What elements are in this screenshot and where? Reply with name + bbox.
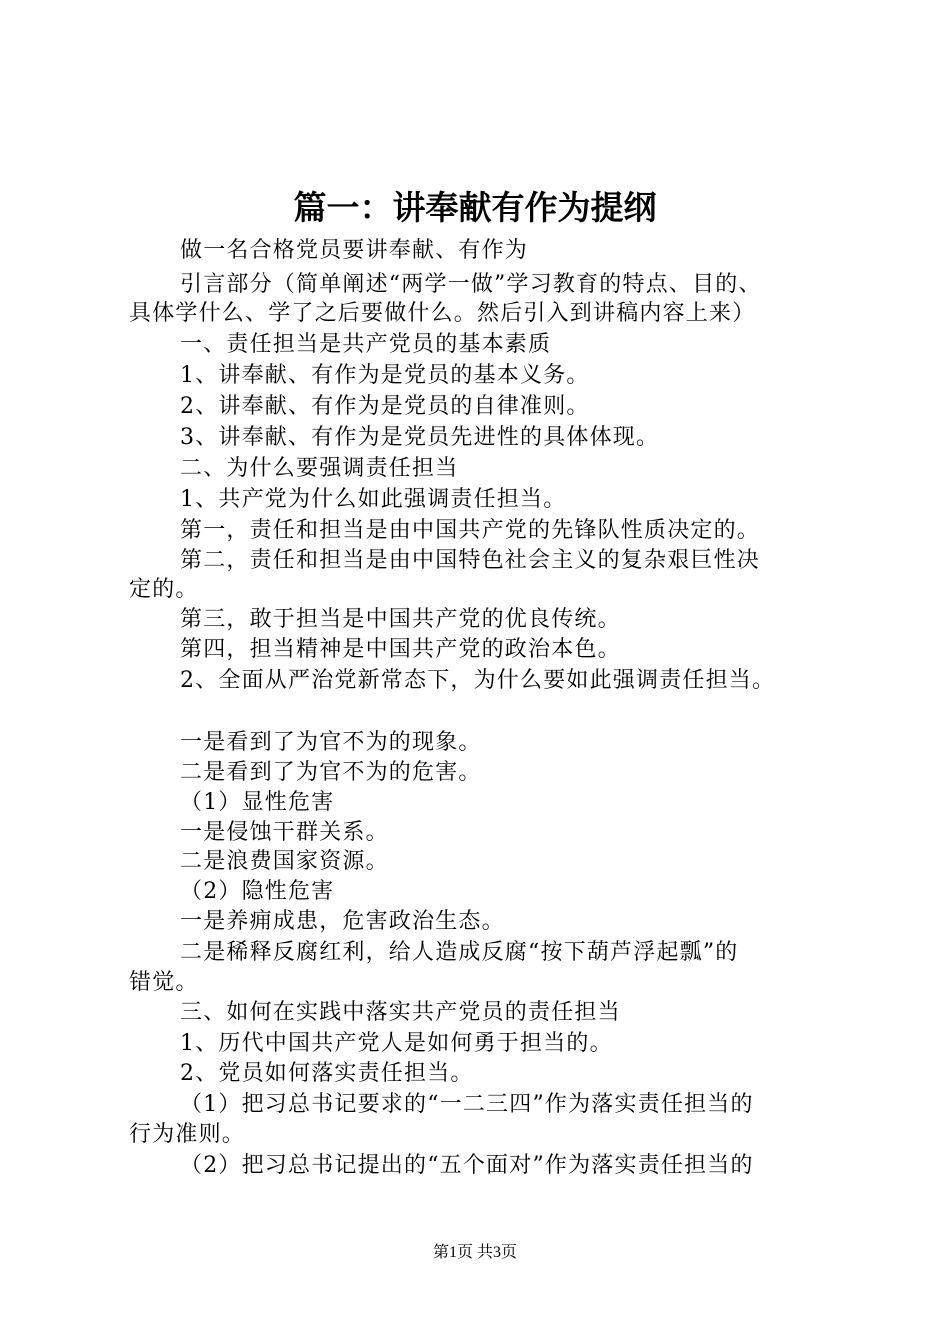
section-heading: 二、为什么要强调责任担当	[180, 456, 459, 481]
section-heading: 一、责任担当是共产党员的基本素质	[180, 332, 552, 357]
body-line: 一是养痈成患，危害政治生态。	[180, 909, 505, 934]
body-line: 一是侵蚀干群关系。	[180, 820, 389, 845]
body-line: 定的。	[129, 577, 199, 602]
body-line: 第三，敢于担当是中国共产党的优良传统。	[180, 607, 621, 632]
page-title: 篇一：讲奉献有作为提纲	[293, 188, 657, 227]
body-line: 2、党员如何落实责任担当。	[180, 1061, 474, 1086]
body-line: （2）把习总书记提出的“五个面对”作为落实责任担当的	[180, 1153, 754, 1178]
body-line: 1、共产党为什么如此强调责任担当。	[180, 487, 567, 512]
body-line: 错觉。	[129, 970, 199, 995]
body-line: 3、讲奉献、有作为是党员先进性的具体体现。	[180, 425, 660, 450]
body-line: 二是浪费国家资源。	[180, 849, 389, 874]
body-line: （1）把习总书记要求的“一二三四”作为落实责任担当的	[180, 1092, 754, 1117]
body-line: 二是稀释反腐红利，给人造成反腐“按下葫芦浮起瓢”的	[180, 940, 739, 965]
body-line: 第一，责任和担当是由中国共产党的先锋队性质决定的。	[180, 518, 761, 543]
body-line: 1、讲奉献、有作为是党员的基本义务。	[180, 363, 590, 388]
body-line: 一是看到了为官不为的现象。	[180, 730, 482, 755]
body-line: （2）隐性危害	[180, 879, 335, 904]
section-heading: 三、如何在实践中落实共产党员的责任担当	[180, 1000, 621, 1025]
body-line: （1）显性危害	[180, 790, 335, 815]
body-line: 引言部分（简单阐述“两学一做”学习教育的特点、目的、	[180, 272, 762, 297]
body-line: 1、历代中国共产党人是如何勇于担当的。	[180, 1031, 613, 1056]
body-line: 第二，责任和担当是由中国特色社会主义的复杂艰巨性决	[180, 548, 761, 573]
body-line: 行为准则。	[129, 1122, 246, 1147]
body-line: 做一名合格党员要讲奉献、有作为	[180, 238, 529, 263]
body-line: 二是看到了为官不为的危害。	[180, 760, 482, 785]
page-footer: 第1页 共3页	[432, 1244, 517, 1261]
body-line: 第四，担当精神是中国共产党的政治本色。	[180, 637, 621, 662]
body-line: 2、全面从严治党新常态下，为什么要如此强调责任担当。	[180, 668, 776, 693]
body-line: 具体学什么、学了之后要做什么。然后引入到讲稿内容上来）	[129, 301, 756, 326]
body-line: 2、讲奉献、有作为是党员的自律准则。	[180, 394, 590, 419]
